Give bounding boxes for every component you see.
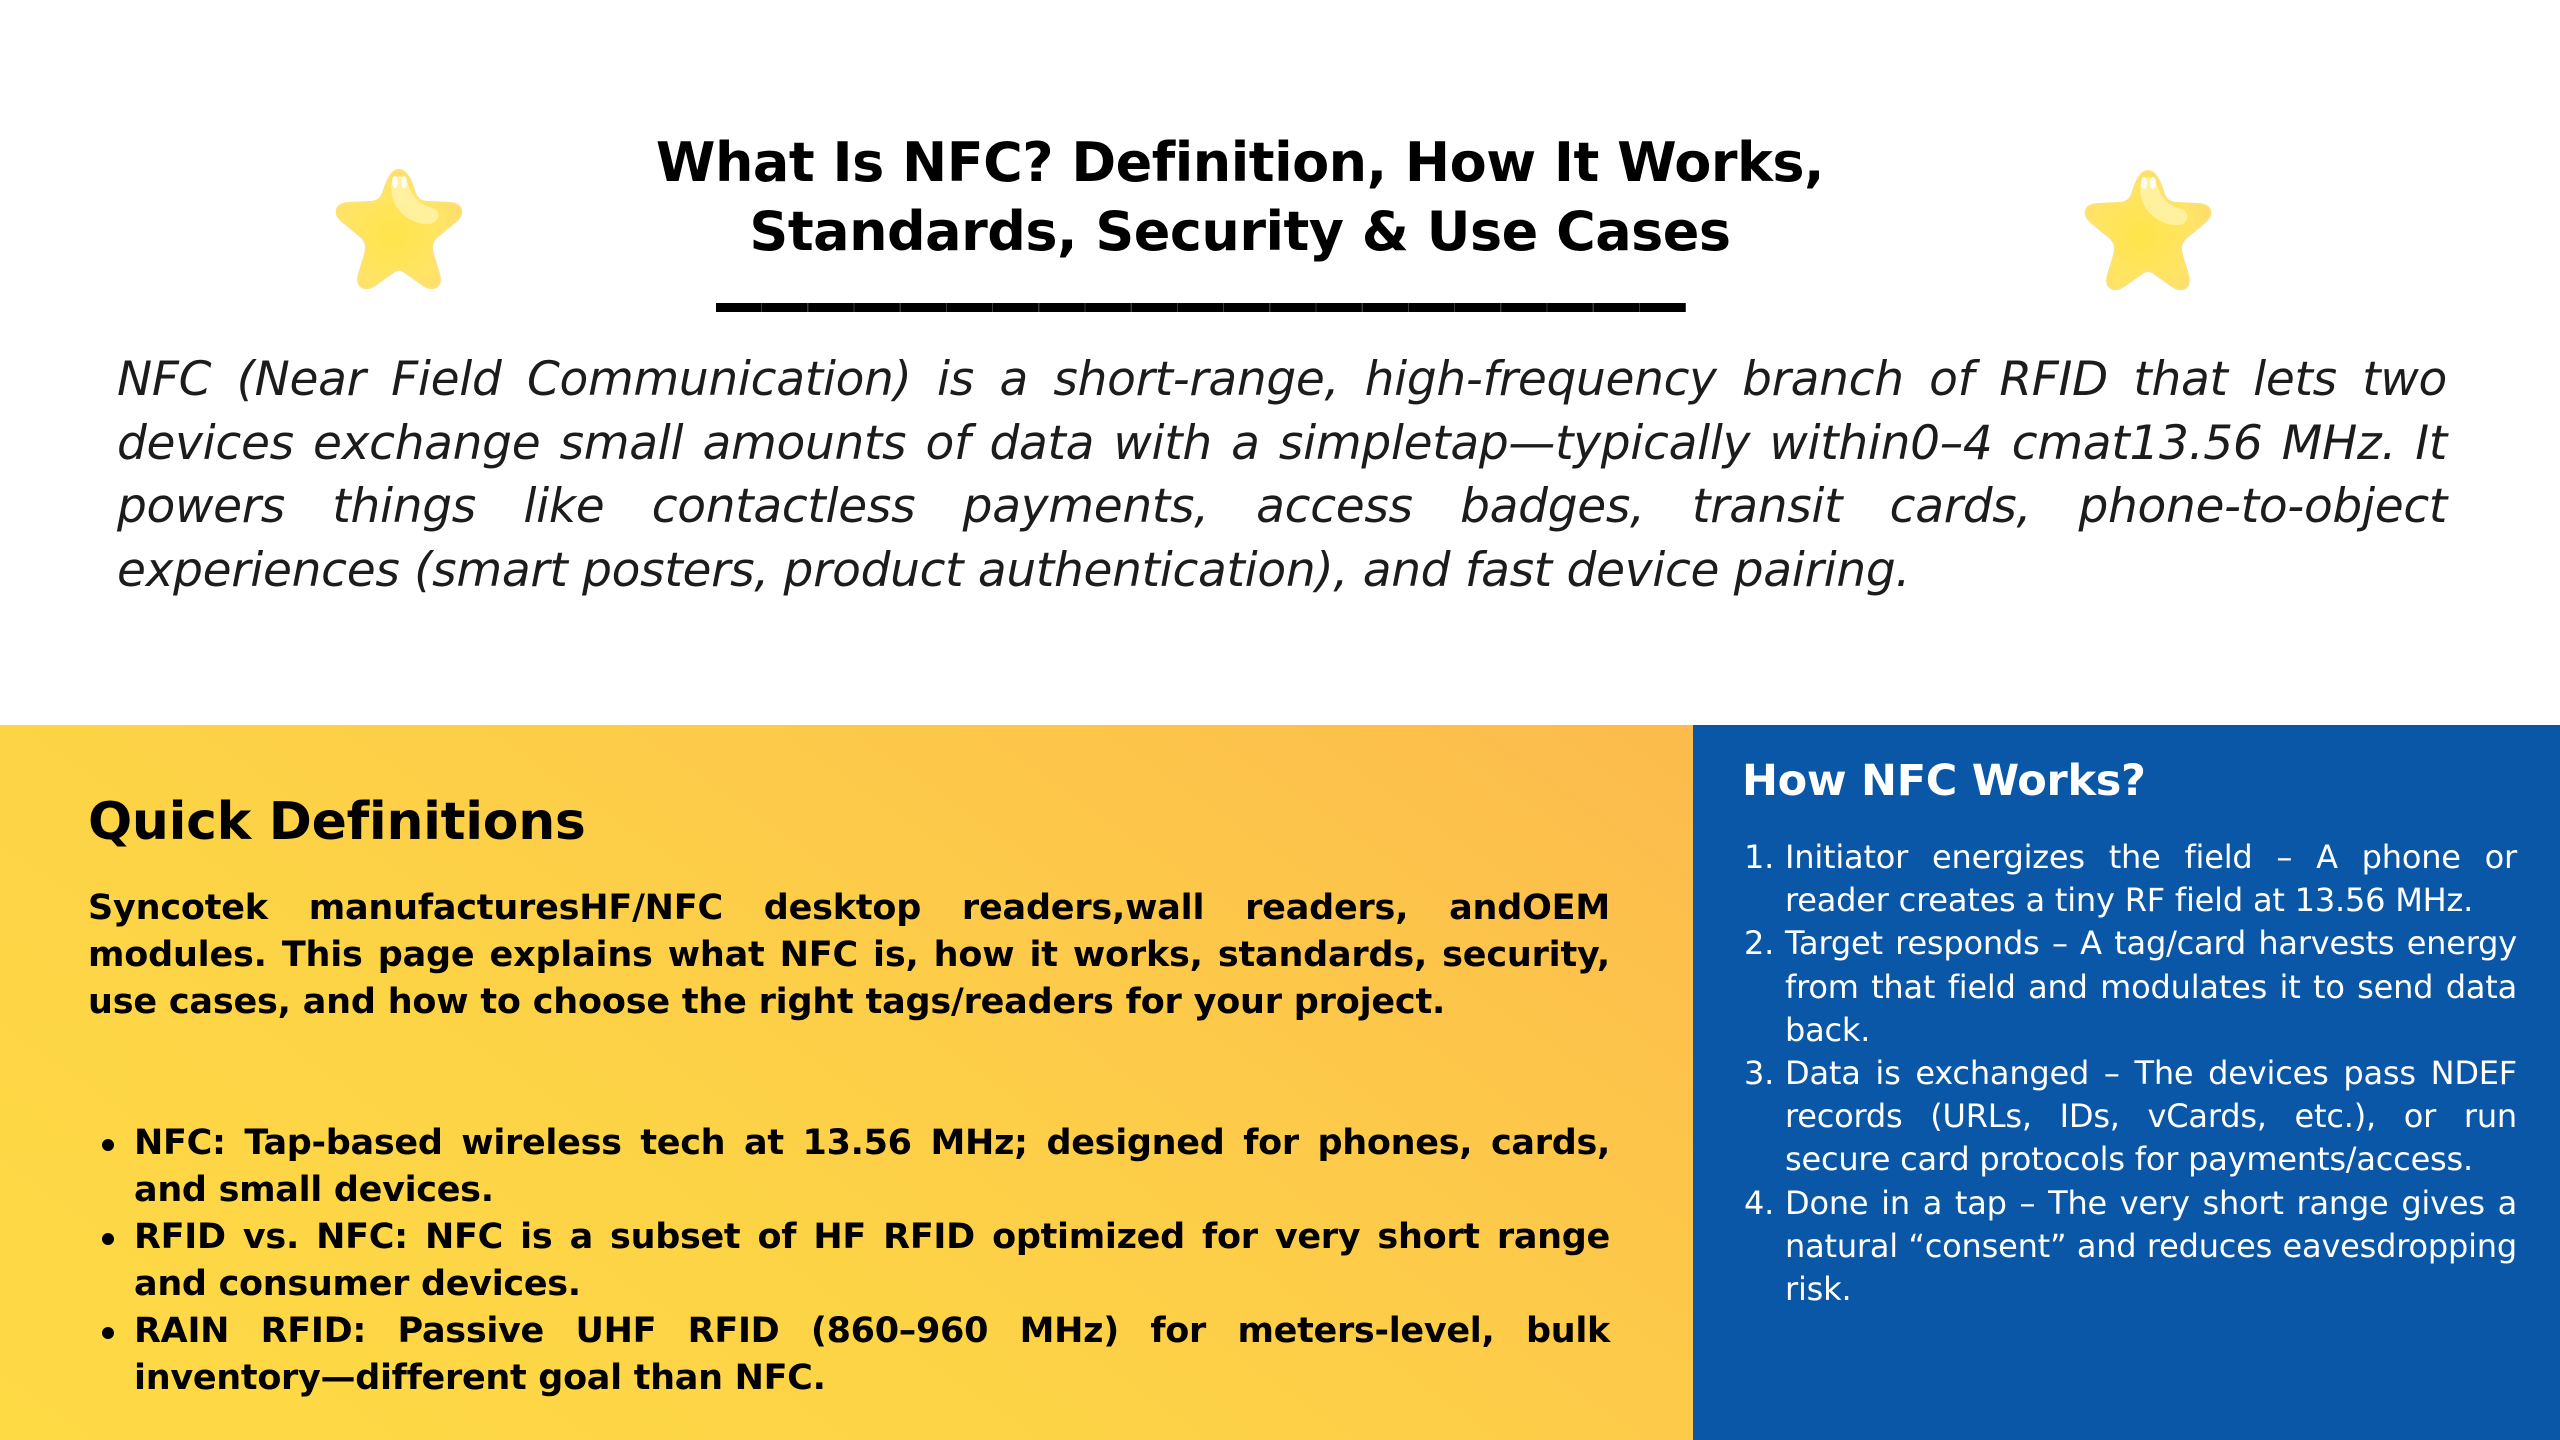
step-text: Target responds – A tag/card harvests energy from that field and modulates it to send data back. <box>1785 924 2517 1049</box>
definition-text: RAIN RFID: Passive UHF RFID (860–960 MHz) for meters-level, bulk inventory—different goal than NFC. <box>134 1311 1610 1398</box>
page-title-line-2: Standards, Security & Use Cases <box>749 200 1731 263</box>
intro-paragraph: NFC (Near Field Communication) is a short-range, high-frequency branch of RFID that lets two devices exchange small amounts of data with a simpletap—typically within0–4 cmat13.56 MHz. It powers things like contactless payments, access badges, transit cards, phone-to-object experiences (smart posters, product authentication), and fast device pairing. <box>117 352 2447 598</box>
step-text: Initiator energizes the field – A phone or reader creates a tiny RF field at 13.56 MHz. <box>1785 838 2517 920</box>
step-number: 1. <box>1744 838 1775 876</box>
step-item <box>1742 1052 2517 1182</box>
step-text: Done in a tap – The very short range gives a natural “consent” and reduces eavesdropping risk. <box>1785 1183 2517 1309</box>
definition-item <box>88 1308 1610 1402</box>
step-text: Data is exchanged – The devices pass NDEF records (URLs, IDs, vCards, etc.), or run secure card protocols for payments/access. <box>1785 1054 2517 1179</box>
step-item <box>1742 922 2517 1052</box>
definition-text: NFC: Tap-based wireless tech at 13.56 MHz; designed for phones, cards, and small devices. <box>134 1123 1610 1210</box>
step-item <box>1742 1182 2517 1312</box>
quick-definitions-intro: Syncotek manufacturesHF/NFC desktop readers,wall readers, andOEM modules. This page explains what NFC is, how it works, standards, security, use cases, and how to choose the right tags/readers for your project. <box>88 888 1610 1022</box>
quick-definitions-panel <box>0 725 1693 1440</box>
quick-definitions-heading: Quick Definitions <box>88 792 586 852</box>
how-nfc-works-panel <box>1693 725 2560 1440</box>
step-item <box>1742 836 2517 922</box>
quick-definitions-list <box>88 1120 1610 1402</box>
step-number: 2. <box>1744 924 1775 963</box>
page-title-line-1: What Is NFC? Definition, How It Works, <box>655 131 1825 194</box>
definition-item <box>88 1120 1610 1214</box>
title-underline-divider <box>716 303 1686 312</box>
how-nfc-works-steps <box>1742 836 2517 1311</box>
star-icon <box>332 164 466 292</box>
star-icon <box>2081 165 2215 293</box>
how-nfc-works-heading: How NFC Works? <box>1742 756 2146 806</box>
page-title <box>560 128 1920 266</box>
step-number: 4. <box>1744 1183 1775 1222</box>
definition-text: RFID vs. NFC: NFC is a subset of HF RFID optimized for very short range and consumer devices. <box>134 1217 1610 1304</box>
step-number: 3. <box>1744 1054 1775 1093</box>
bullet-icon <box>102 1233 114 1245</box>
content-band <box>0 725 2560 1440</box>
bullet-icon <box>102 1327 114 1339</box>
bullet-icon <box>102 1139 114 1151</box>
definition-item <box>88 1214 1610 1308</box>
